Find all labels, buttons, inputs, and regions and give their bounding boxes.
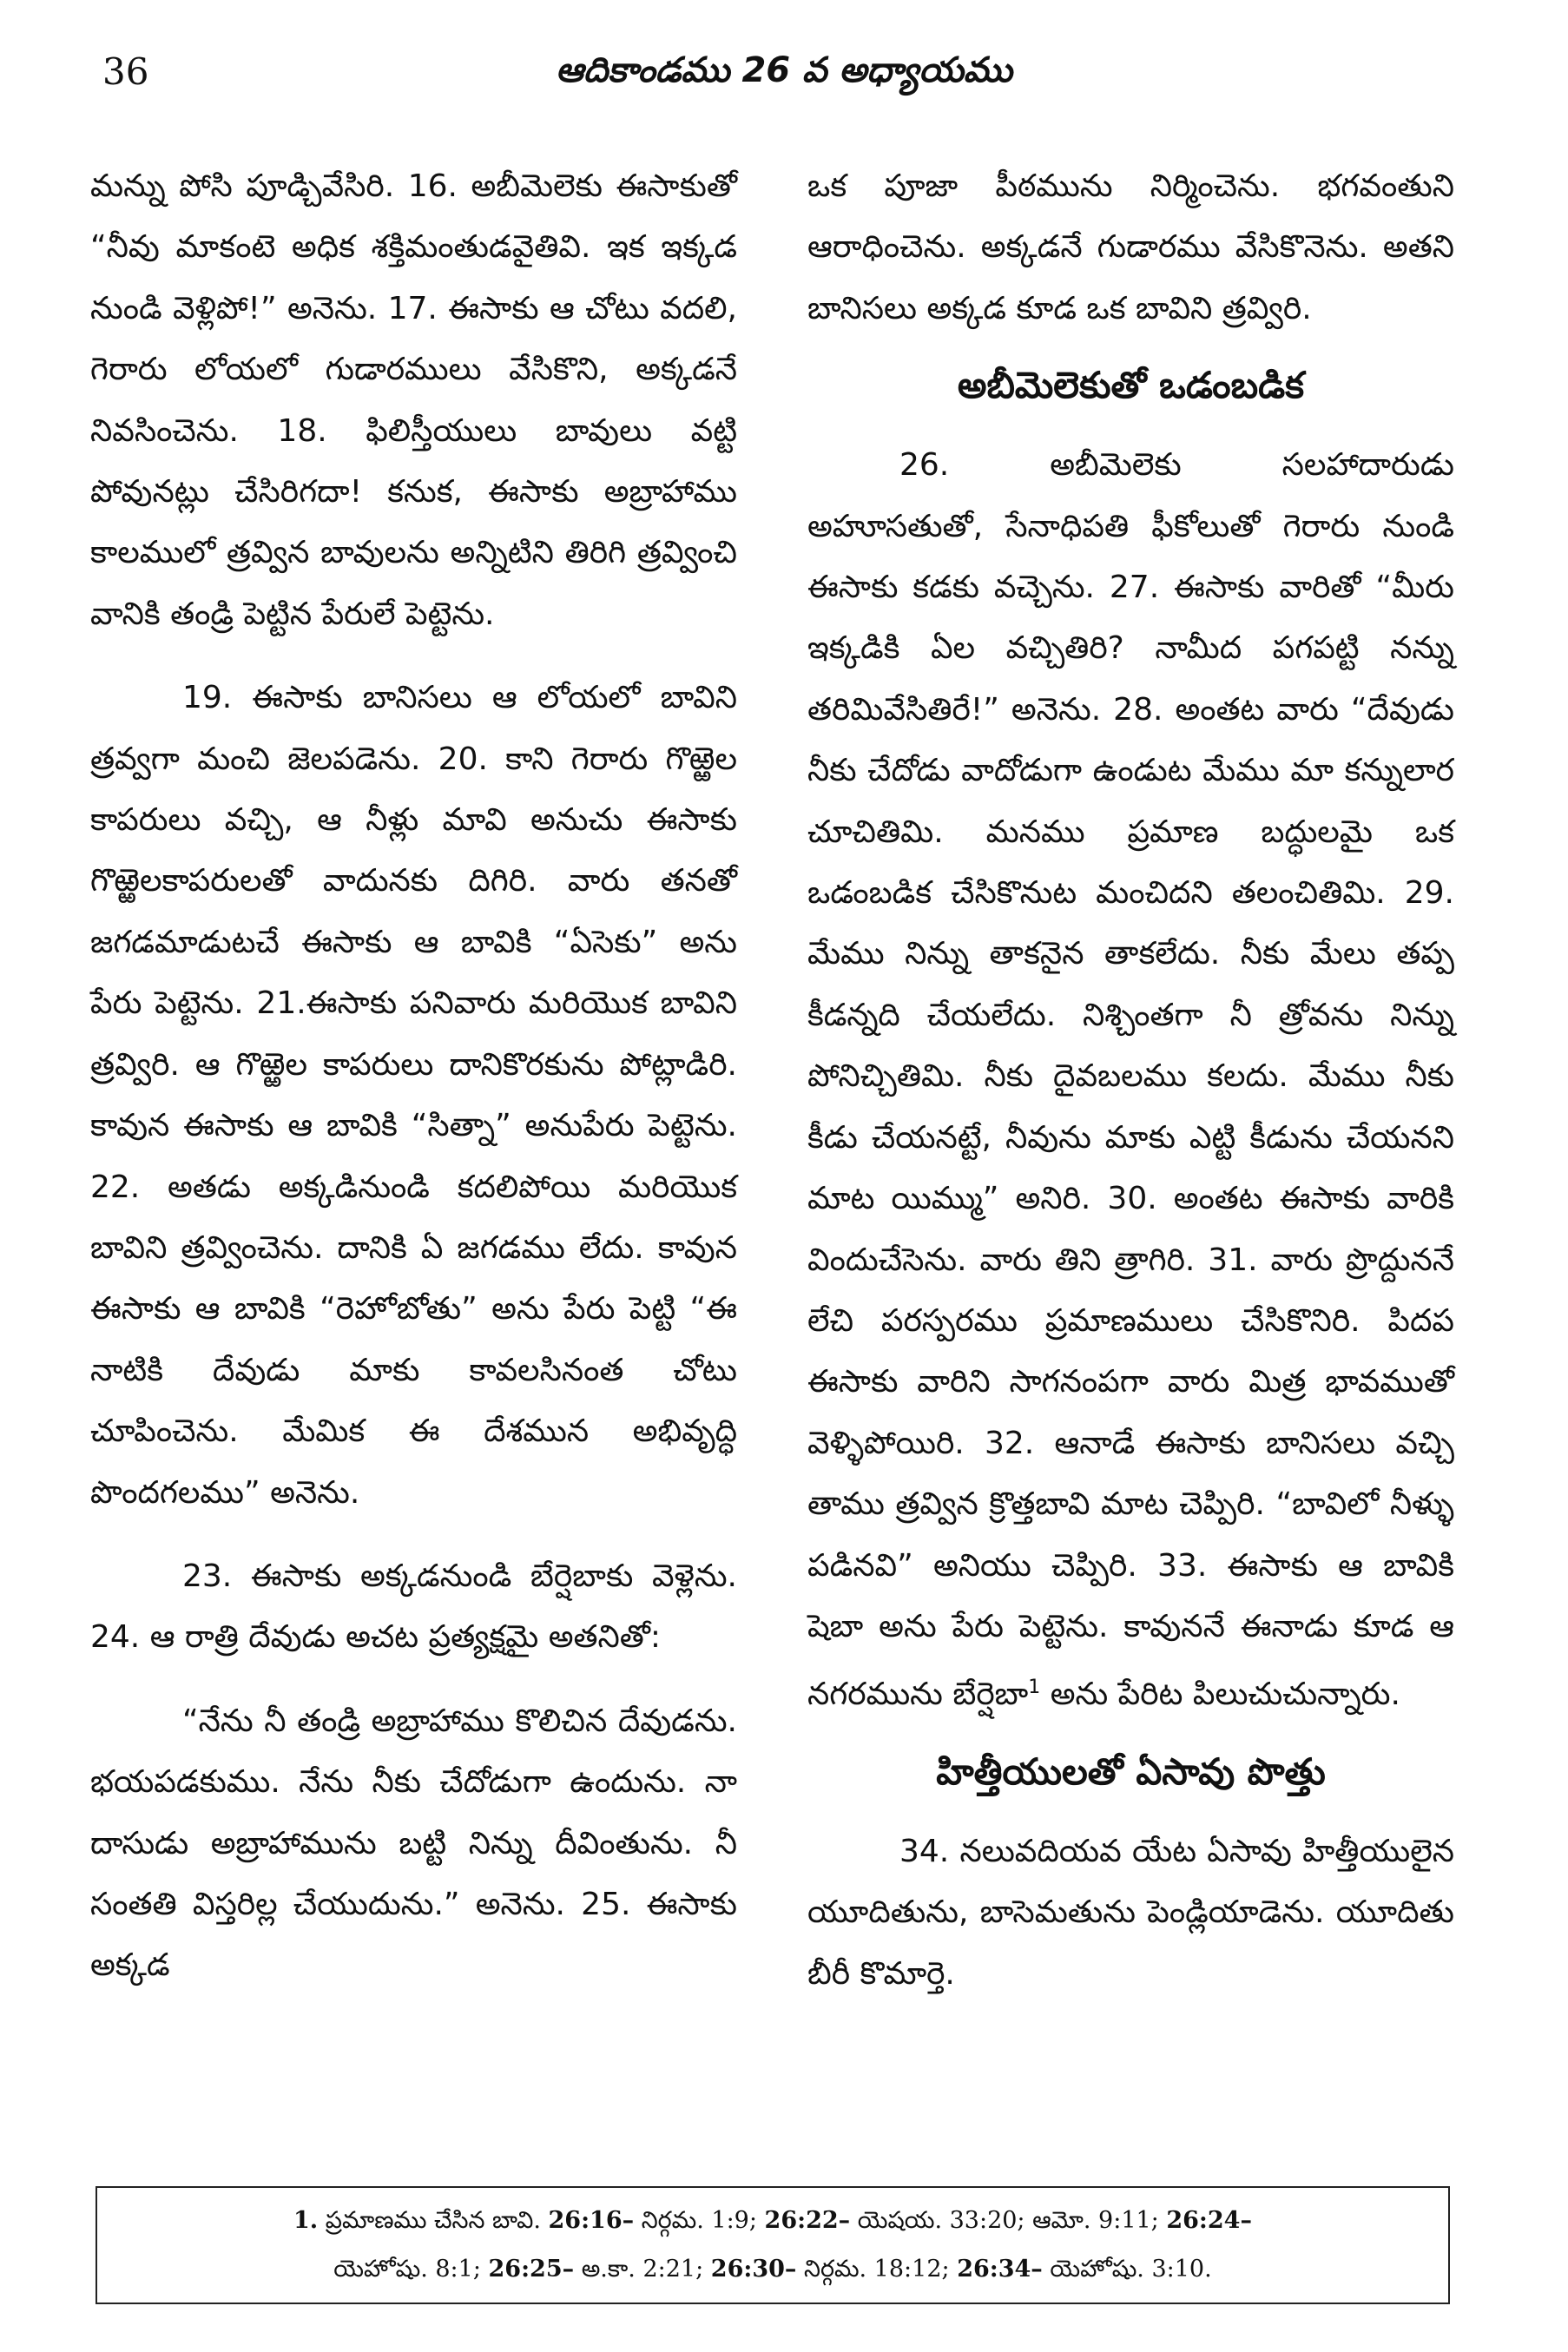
left-column xyxy=(90,156,737,1997)
verse-ref: 26:16– xyxy=(548,2207,635,2234)
footnote-line xyxy=(97,2245,1448,2294)
footnote-text: నిర్గమ. 18:12; xyxy=(796,2256,958,2283)
paragraph: మన్ను పోసి పూడ్చివేసిరి. 16. అబీమెలెకు ఈసాకుతో “నీవు మాకంటె అధిక శక్తిమంతుడవైతివి. ఇక ఇక్కడ నుండి వెళ్లిపో!” అనెను. 17. ఈసాకు ఆ చోటు వదలి, గెరారు లోయలో గుడారములు వేసికొని, అక్కడనే నివసించెను. 18. ఫిలిస్తీయులు బావులు వట్టి పోవునట్లు చేసిరిగదా! కనుక, ఈసాకు అబ్రాహాము కాలములో త్రవ్విన బావులను అన్నిటిని తిరిగి త్రవ్వించి వానికి తండ్రి పెట్టిన పేరులే పెట్టెను. xyxy=(90,168,737,632)
paragraph xyxy=(807,435,1454,1726)
paragraph: 34. నలువదియవ యేట ఏసావు హిత్తీయులైన యూదితును, బాసెమతును పెండ్లియాడెను. యూదితు బీరీ కొమార్తె. xyxy=(807,1833,1454,1992)
footnote-text: అ.కా. 2:21; xyxy=(574,2256,711,2283)
footnote-marker[interactable]: 1 xyxy=(1028,1677,1041,1699)
verse-ref: 26:30– xyxy=(710,2256,797,2283)
paragraph-text: 26. అబీమెలెకు సలహాదారుడు అహూసతుతో, సేనాధిపతి ఫీకోలుతో గెరారు నుండి ఈసాకు కడకు వచ్చెను. 27. ఈసాకు వారితో “మీరు ఇక్కడికి ఏల వచ్చితిరి? నామీద పగపట్టి నన్ను తరిమివేసితిరే!” అనెను. 28. అంతట వారు “దేవుడు నీకు చేదోడు వాదోడుగా ఉండుట మేము మా కన్నులార చూచితిమి. మనము ప్రమాణ బద్ధులమై ఒక ఒడంబడిక చేసికొనుట మంచిదని తలంచితిమి. 29. మేము నిన్ను తాకనైన తాకలేదు. నీకు మేలు తప్ప కీడన్నది చేయలేదు. నిశ్చింతగా నీ త్రోవను నిన్ను పోనిచ్చితిమి. నీకు దైవబలము కలదు. మేము నీకు కీడు చేయనట్టే, నీవును మాకు ఎట్టి కీడును చేయనని మాట యిమ్ము” అనిరి. 30. అంతట ఈసాకు వారికి విందుచేసెను. వారు తిని త్రాగిరి. 31. వారు ప్రొద్దుననే లేచి పరస్పరము ప్రమాణములు చేసికొనిరి. పిదప ఈసాకు వారిని సాగనంపగా వారు మిత్ర భావముతో వెళ్ళిపోయిరి. 32. ఆనాడే ఈసాకు బానిసలు వచ్చి తాము త్రవ్విన క్రొత్తబావి మాట చెప్పిరి. “బావిలో నీళ్ళు పడినవి” అనియు చెప్పిరి. 33. ఈసాకు ఆ బావికి షెబా అను పేరు పెట్టెను. కావుననే ఈనాడు కూడ ఆ నగరమును బేర్షెబా xyxy=(807,447,1454,1713)
footnote-box xyxy=(96,2186,1450,2304)
footnote-text: యెహోషు. 8:1; xyxy=(333,2256,489,2283)
footnote-text: యెహోషు. 3:10. xyxy=(1042,2256,1212,2283)
verse-ref: 26:25– xyxy=(488,2256,575,2283)
section-heading: హిత్తీయులతో ఏసావు పొత్తు xyxy=(936,1749,1326,1793)
paragraph-text: అను పేరిట పిలుచుచున్నారు. xyxy=(1040,1677,1400,1713)
footnote-text: ప్రమాణము చేసిన బావి. xyxy=(318,2207,549,2234)
paragraph: ఒక పూజా పీఠమును నిర్మించెను. భగవంతుని ఆరాధించెను. అక్కడనే గుడారము వేసికొనెను. అతని బానిసలు అక్కడ కూడ ఒక బావిని త్రవ్విరి. xyxy=(807,168,1454,326)
paragraph: 19. ఈసాకు బానిసలు ఆ లోయలో బావిని త్రవ్వగా మంచి జెలపడెను. 20. కాని గెరారు గొఱ్ఱెల కాపరులు వచ్చి, ఆ నీళ్లు మావి అనుచు ఈసాకు గొఱ్ఱెలకాపరులతో వాదునకు దిగిరి. వారు తనతో జగడమాడుటచే ఈసాకు ఆ బావికి “ఏసెకు” అను పేరు పెట్టెను. 21.ఈసాకు పనివారు మరియొక బావిని త్రవ్విరి. ఆ గొఱ్ఱెల కాపరులు దానికొరకును పోట్లాడిరి. కావున ఈసాకు ఆ బావికి “సిత్నా” అనుపేరు పెట్టెను. 22. అతడు అక్కడినుండి కదలిపోయి మరియొక బావిని త్రవ్వించెను. దానికి ఏ జగడము లేదు. కావున ఈసాకు ఆ బావికి “రెహోబోతు” అను పేరు పెట్టి “ఈ నాటికి దేవుడు మాకు కావలసినంత చోటు చూపించెను. మేమిక ఈ దేశమున అభివృద్ధి పొందగలము” అనెను. xyxy=(90,680,737,1511)
footnote-text: నిర్గమ. 1:9; xyxy=(634,2207,765,2234)
footnote-line xyxy=(97,2197,1448,2245)
running-head: ఆదికాండము 26 వ అధ్యాయము xyxy=(556,50,1012,90)
right-column xyxy=(807,156,1454,2005)
paragraph: 23. ఈసాకు అక్కడనుండి బేర్షెబాకు వెళ్లెను. 24. ఆ రాత్రి దేవుడు అచట ప్రత్యక్షమై అతనితో: xyxy=(90,1558,737,1656)
section-heading: అబీమెలెకుతో ఒడంబడిక xyxy=(957,364,1305,407)
footnote-number: 1. xyxy=(293,2207,319,2234)
footnote-text: యెషయ. 33:20; ఆమో. 9:11; xyxy=(850,2207,1167,2234)
verse-ref: 26:34– xyxy=(957,2256,1043,2283)
verse-ref: 26:22– xyxy=(764,2207,851,2234)
paragraph: “నేను నీ తండ్రి అబ్రాహాము కొలిచిన దేవుడను. భయపడకుము. నేను నీకు చేదోడుగా ఉందును. నా దాసుడు అబ్రాహామును బట్టి నిన్ను దీవింతును. నీ సంతతి విస్తరిల్ల చేయుదును.” అనెను. 25. ఈసాకు అక్కడ xyxy=(90,1703,737,1984)
verse-ref: 26:24– xyxy=(1166,2207,1252,2234)
page-number: 36 xyxy=(102,50,149,93)
